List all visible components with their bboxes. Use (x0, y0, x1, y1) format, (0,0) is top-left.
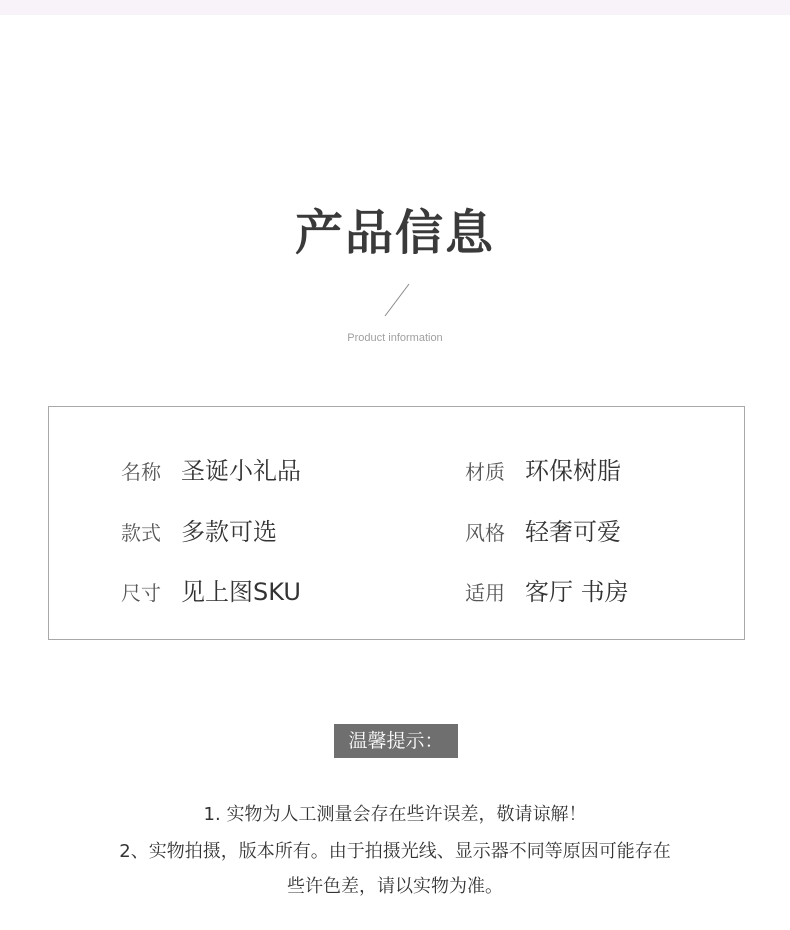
info-value: 见上图SKU (181, 578, 301, 606)
info-value: 圣诞小礼品 (181, 457, 301, 485)
info-row-design (465, 512, 621, 547)
info-label: 材质 (465, 460, 505, 484)
info-label: 风格 (465, 521, 505, 545)
info-label: 款式 (121, 521, 161, 545)
page-title: 产品信息 (294, 205, 495, 261)
info-row-name (121, 451, 301, 486)
info-label: 尺寸 (121, 581, 161, 605)
info-row-style (121, 512, 277, 547)
info-value: 轻奢可爱 (525, 518, 621, 546)
notice-line: 2、实物拍摄，版本所有。由于拍摄光线、显示器不同等原因可能存在 (119, 841, 671, 862)
info-value: 多款可选 (181, 518, 277, 546)
divider-slash (384, 283, 410, 317)
info-label: 名称 (121, 460, 161, 484)
info-label: 适用 (465, 581, 505, 605)
info-value: 客厅 书房 (525, 578, 629, 606)
notice-badge: 温馨提示： (334, 724, 458, 758)
info-row-size (121, 572, 301, 607)
product-info-box (48, 406, 745, 640)
top-strip (0, 0, 790, 15)
info-value: 环保树脂 (525, 457, 621, 485)
info-row-usage (465, 572, 629, 607)
page-subtitle: Product information (347, 332, 443, 344)
notice-line: 些许色差，请以实物为准。 (287, 876, 503, 897)
notice-line: 1. 实物为人工测量会存在些许误差，敬请谅解！ (203, 804, 587, 825)
info-row-material (465, 451, 621, 486)
